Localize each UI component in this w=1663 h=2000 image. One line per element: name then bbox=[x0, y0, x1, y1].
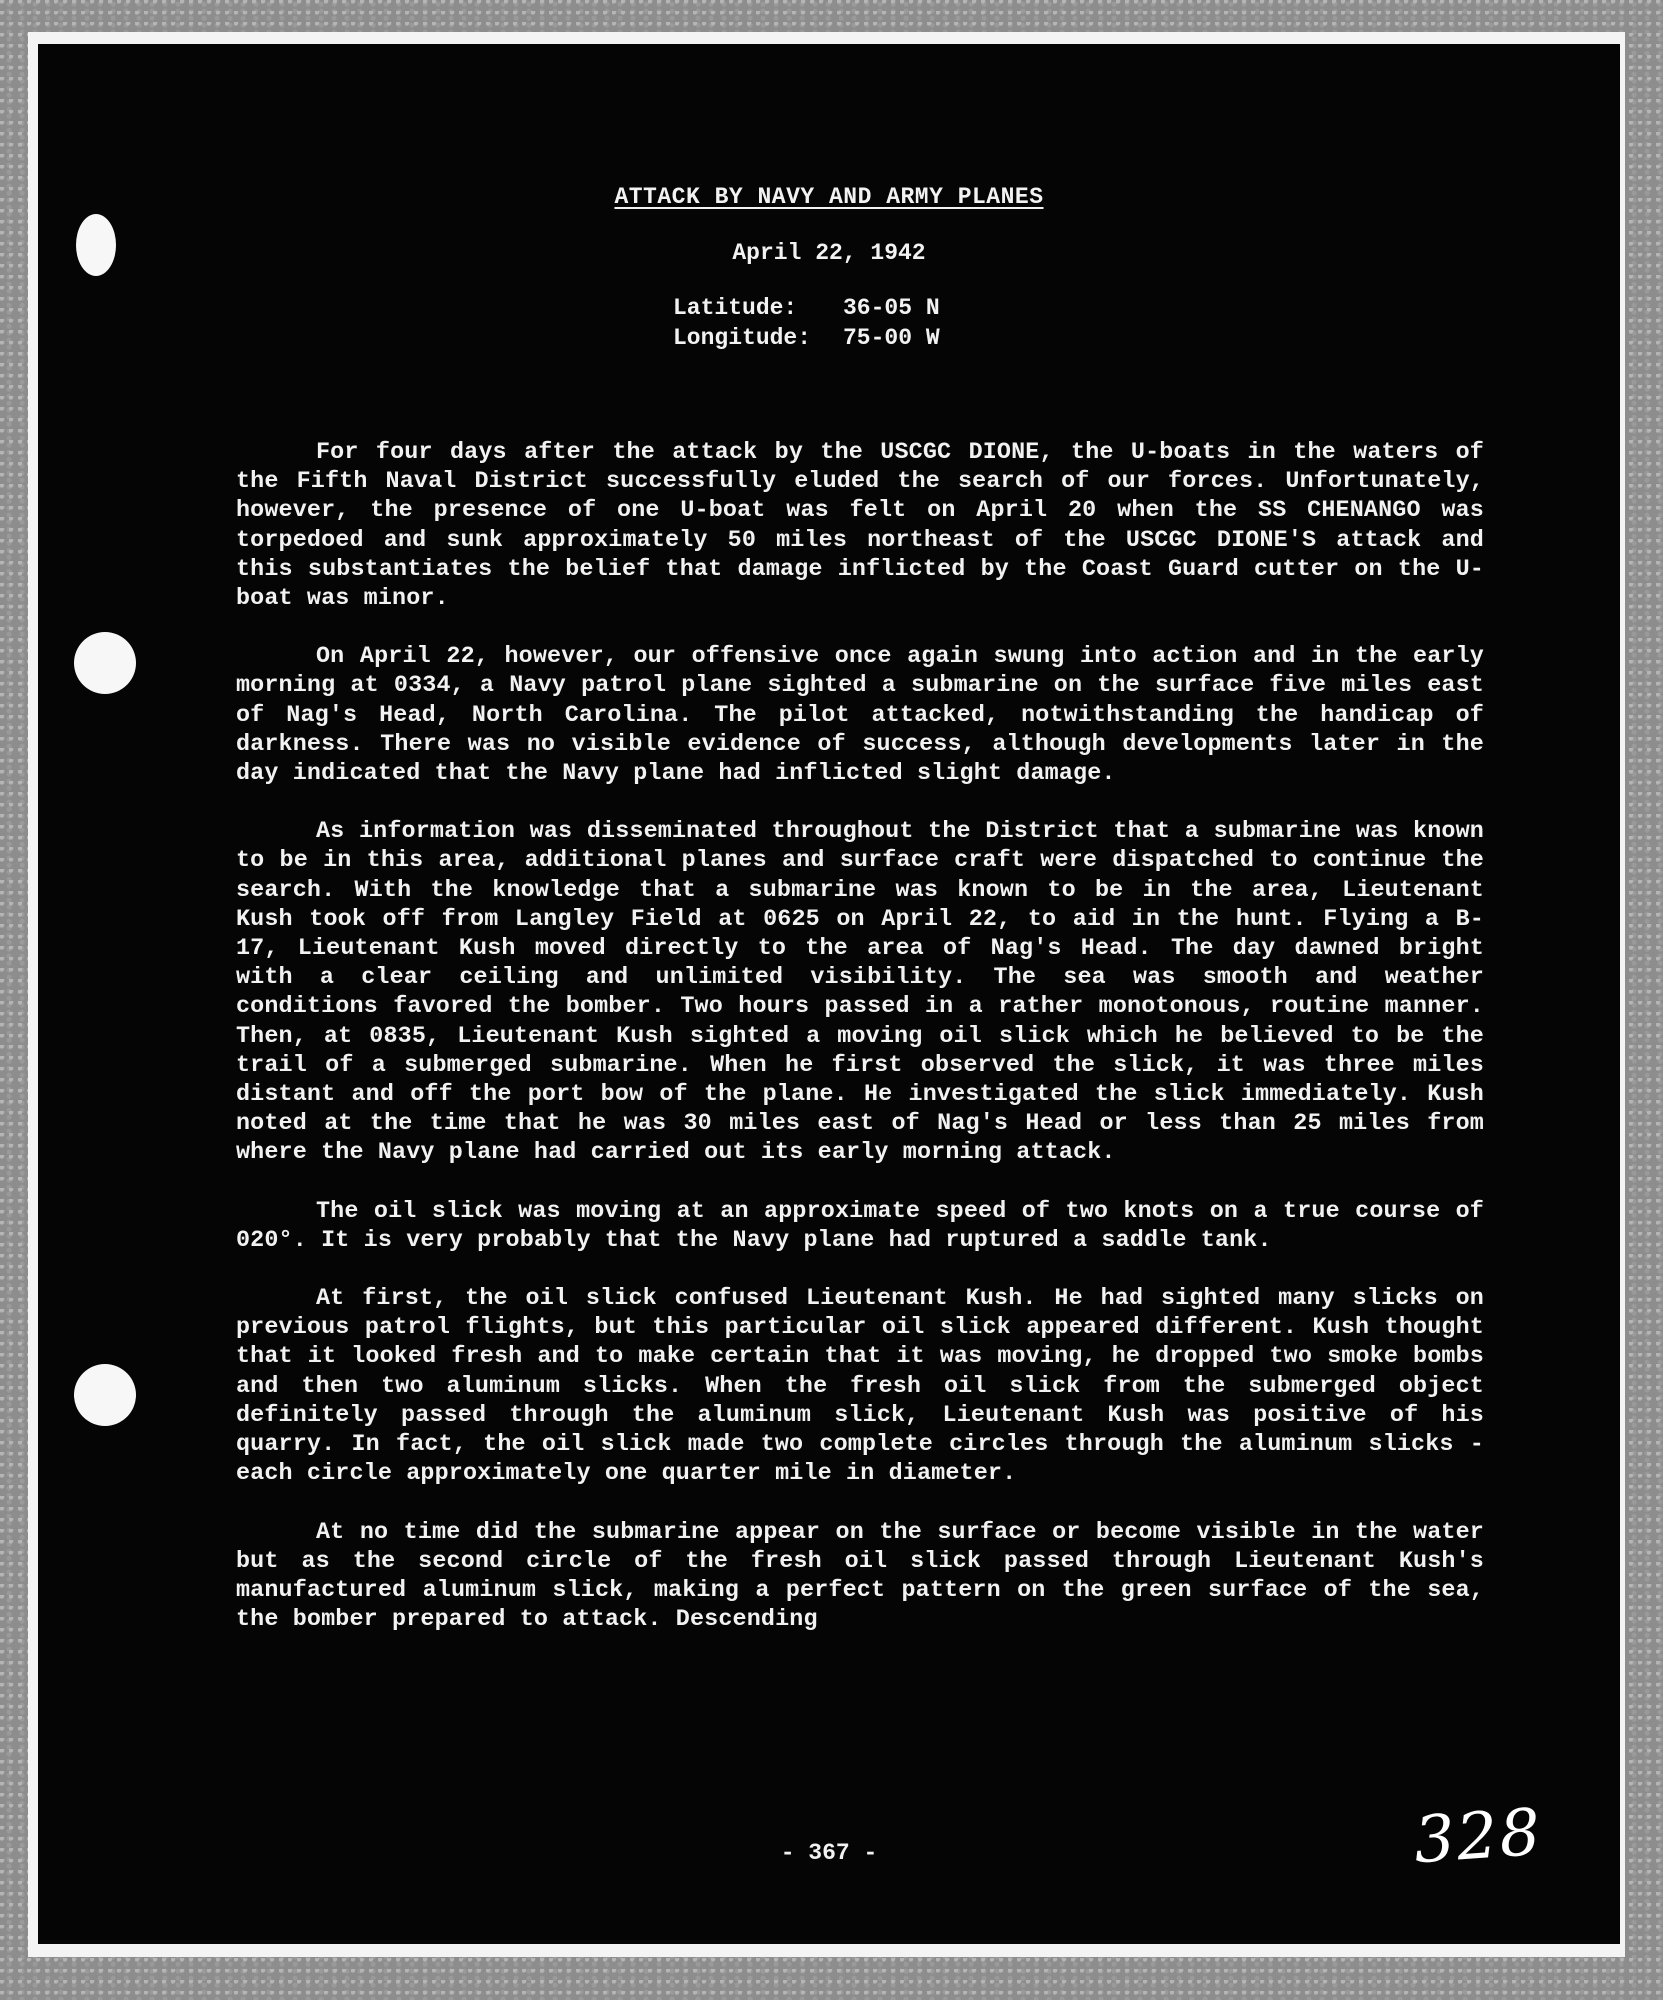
longitude-label: Longitude: bbox=[673, 325, 812, 351]
paragraph: At no time did the submarine appear on the surface or become visible in the water but as the second circle of the fresh oil slick passed through Lieutenant Kush's manufactured aluminum slick, making a perfect pattern on the green surface of the sea, the bomber prepared to attack. Descending bbox=[236, 1519, 1484, 1634]
paragraph: The oil slick was moving at an approximate speed of two knots on a true course of 020°. It is very probably that the Navy plane had ruptured a saddle tank. bbox=[236, 1198, 1484, 1254]
document-title: ATTACK BY NAVY AND ARMY PLANES bbox=[614, 184, 1044, 210]
paragraph: At first, the oil slick confused Lieutenant Kush. He had sighted many slicks on previous patrol flights, but this particular oil slick appeared different. Kush thought that it looked fresh and to make certain that it was moving, he dropped two smoke bombs and then two aluminum slicks. When the fresh oil slick from the submerged object definitely passed through the aluminum slick, Lieutenant Kush was positive of his quarry. In fact, the oil slick made two complete circles through the aluminum slicks - each circle approximately one quarter mile in diameter. bbox=[236, 1286, 1484, 1488]
document-page bbox=[38, 44, 1620, 1944]
longitude-row bbox=[673, 323, 940, 353]
latitude-value: 36-05 N bbox=[843, 295, 940, 321]
latitude-label: Latitude: bbox=[673, 295, 798, 321]
punch-hole bbox=[74, 1364, 136, 1426]
paragraph: For four days after the attack by the USCGC DIONE, the U-boats in the waters of the Fifth Naval District successfully eluded the search of our forces. Unfortunately, however, the presence of one U-boat was felt on April 20 when the SS CHENANGO was torpedoed and sunk approximately 50 miles northeast of the USCGC DIONE'S attack and this substantiates the belief that damage inflicted by the Coast Guard cutter on the U-boat was minor. bbox=[236, 440, 1484, 613]
latitude-row bbox=[673, 293, 940, 323]
page-number: - 367 - bbox=[780, 1840, 878, 1866]
punch-hole bbox=[74, 632, 136, 694]
paragraph: As information was disseminated throughout the District that a submarine was known to be in this area, additional planes and surface craft were dispatched to continue the search. With the knowledge that a submarine was known to be in the area, Lieutenant Kush took off from Langley Field at 0625 on April 22, to aid in the hunt. Flying a B-17, Lieutenant Kush moved directly to the area of Nag's Head. The day dawned bright with a clear ceiling and unlimited visibility. The sea was smooth and weather conditions favored the bomber. Two hours passed in a rather monotonous, routine manner. Then, at 0835, Lieutenant Kush sighted a moving oil slick which he believed to be the trail of a submerged submarine. When he first observed the slick, it was three miles distant and off the port bow of the plane. He investigated the slick immediately. Kush noted at the time that he was 30 miles east of Nag's Head or less than 25 miles from where the Navy plane had carried out its early morning attack. bbox=[236, 819, 1484, 1167]
longitude-value: 75-00 W bbox=[843, 325, 940, 351]
coordinates-block bbox=[673, 293, 940, 353]
body-text bbox=[236, 439, 1484, 1635]
paragraph: On April 22, however, our offensive once again swung into action and in the early morning at 0334, a Navy patrol plane sighted a submarine on the surface five miles east of Nag's Head, North Carolina. The pilot attacked, notwithstanding the handicap of darkness. There was no visible evidence of success, although developments later in the day indicated that the Navy plane had inflicted slight damage. bbox=[236, 644, 1484, 788]
document-date: April 22, 1942 bbox=[732, 240, 926, 266]
handwritten-page-number: 328 bbox=[1411, 1795, 1545, 1879]
